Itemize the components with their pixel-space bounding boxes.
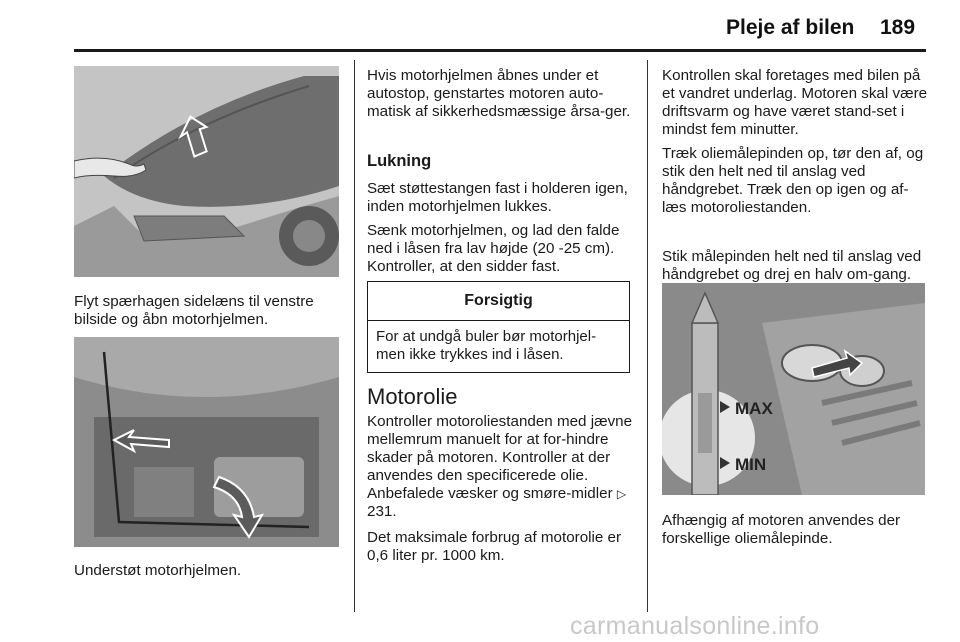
caption-hood-release: Flyt spærhagen sidelæns til venstre bilside og åbn motorhjelmen. xyxy=(74,293,314,328)
dipstick-photo xyxy=(662,283,925,495)
header-rule xyxy=(74,49,926,52)
caution-title: Forsigtig xyxy=(368,282,629,321)
check-paragraph-2: Træk oliemålepinden op, tør den af, og stik den helt ned til anslag ved håndgrebet. Træk den op igen og af-læs motoroliestanden. xyxy=(662,145,924,216)
motor-oil-paragraph-1-text: Kontroller motoroliestanden med jævne mellemrum manuelt for at for-hindre skader på motoren. Kontroller at der anvendes den specificerede olie. Anbefalede væsker og smøre-midler xyxy=(367,413,633,502)
column-divider-left xyxy=(354,60,355,612)
dipstick-max-label: MAX xyxy=(735,399,773,418)
intro-paragraph: Hvis motorhjelmen åbnes under et autostop, genstartes motoren auto-matisk af sikkerhedsmæssige årsa-ger. xyxy=(367,67,631,120)
prop-rod-photo xyxy=(74,337,339,547)
check-paragraph-1: Kontrollen skal foretages med bilen på et vandret underlag. Motoren skal være driftsvarm og have været stand-set i mindst fem minutter. xyxy=(662,67,928,138)
watermark: carmanualsonline.info xyxy=(570,612,820,640)
check-paragraph-3: Stik målepinden helt ned til anslag ved håndgrebet og drej en halv om-gang. xyxy=(662,248,922,283)
hood-release-photo xyxy=(74,66,339,277)
page-number: 189 xyxy=(880,16,916,39)
page-section-title: Pleje af bilen xyxy=(726,16,855,39)
dipstick-caption: Afhængig af motoren anvendes der forskellige oliemålepinde. xyxy=(662,512,901,547)
caution-text: For at undgå buler bør motorhjel-men ikke trykkes ind i låsen. xyxy=(376,328,597,363)
motor-oil-paragraph-2: Det maksimale forbrug af motorolie er 0,6 liter pr. 1000 km. xyxy=(367,529,622,564)
page-reference-icon: ▷ xyxy=(616,487,627,501)
motor-oil-heading: Motorolie xyxy=(367,384,458,409)
caption-prop-rod: Understøt motorhjelmen. xyxy=(74,562,242,579)
motor-oil-paragraph-1 xyxy=(367,413,637,521)
column-divider-right xyxy=(647,60,648,612)
closing-paragraph-2: Sænk motorhjelmen, og lad den falde ned i låsen fra lav højde (20 -25 cm). Kontroller, at den sidder fast. xyxy=(367,222,620,275)
caution-box xyxy=(367,281,630,373)
closing-paragraph-1: Sæt støttestangen fast i holderen igen, inden motorhjelmen lukkes. xyxy=(367,180,628,215)
dipstick-min-label: MIN xyxy=(735,455,767,474)
closing-heading: Lukning xyxy=(367,152,432,170)
page-reference-link[interactable]: 231. xyxy=(367,503,397,520)
